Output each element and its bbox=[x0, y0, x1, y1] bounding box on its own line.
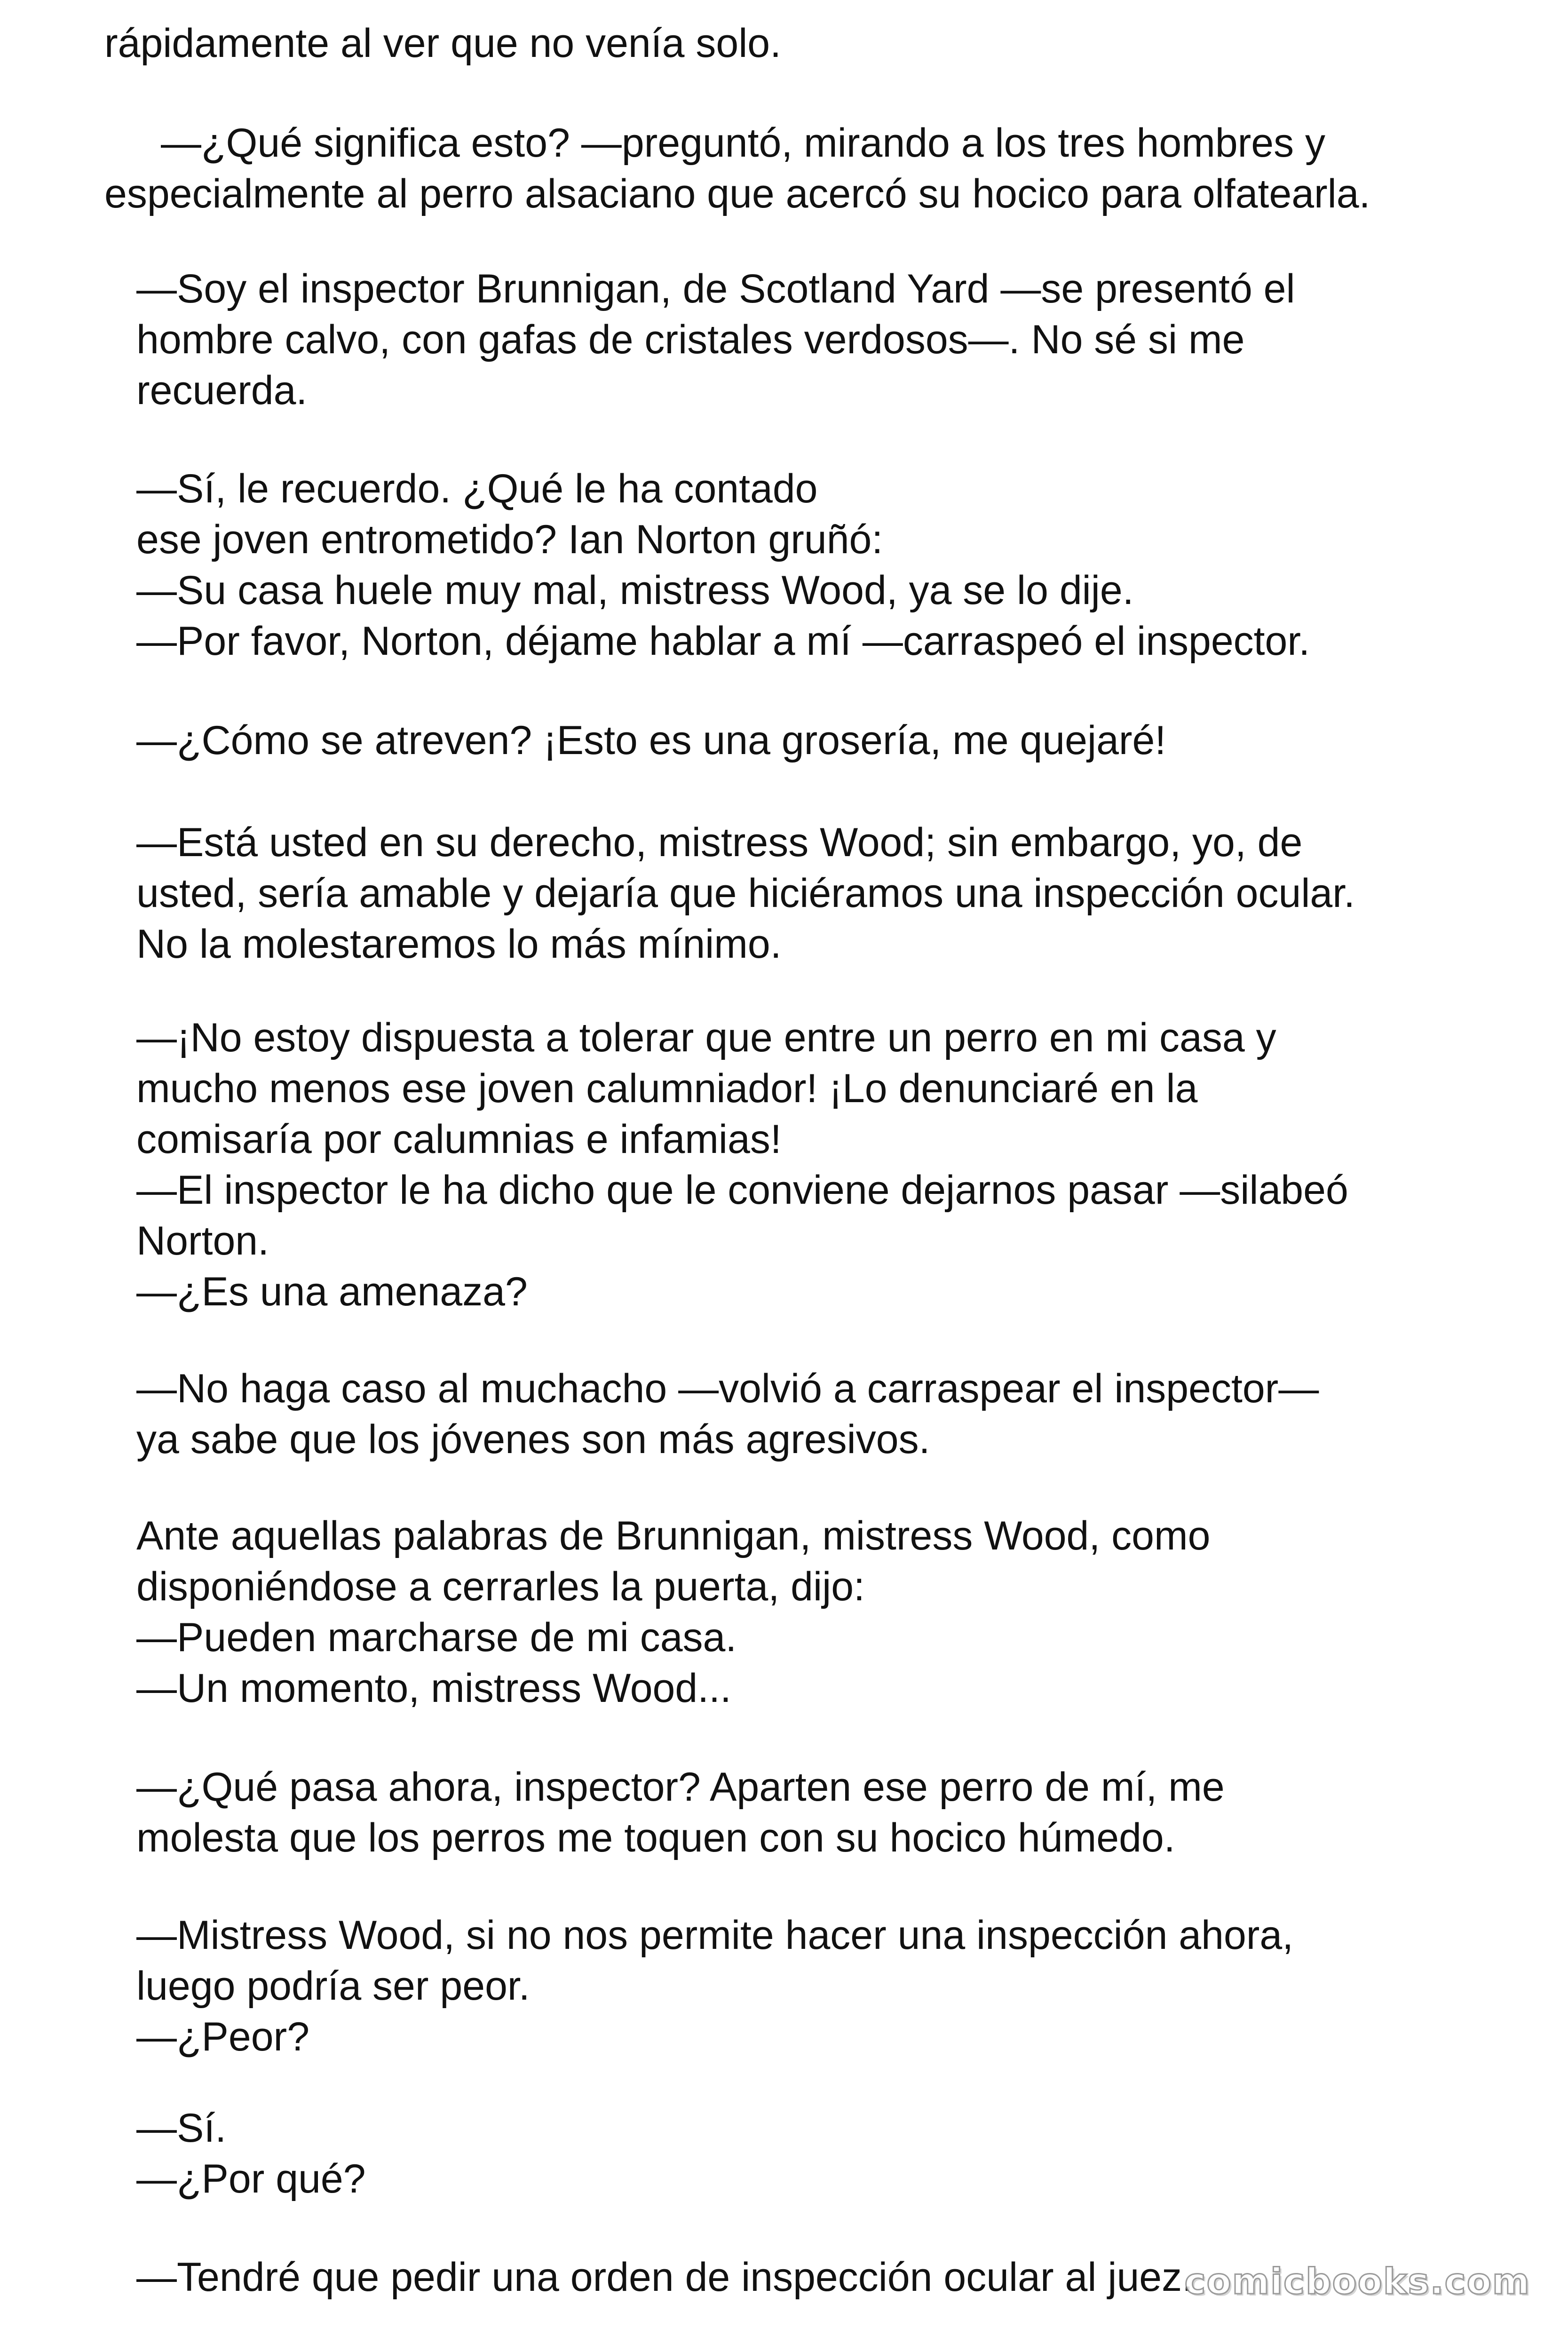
text-line: rápidamente al ver que no venía solo. bbox=[104, 21, 782, 66]
text-line: —Su casa huele muy mal, mistress Wood, ya se lo dije. bbox=[136, 568, 1134, 613]
paragraph bbox=[136, 715, 1453, 766]
text-line: —No haga caso al muchacho —volvió a carraspear el inspector— bbox=[136, 1366, 1319, 1411]
text-line: molesta que los perros me toquen con su hocico húmedo. bbox=[136, 1815, 1175, 1860]
text-line: disponiéndose a cerrarles la puerta, dijo: bbox=[136, 1564, 865, 1609]
text-line: —Tendré que pedir una orden de inspección ocular al juez. bbox=[136, 2255, 1194, 2300]
text-line: —¡No estoy dispuesta a tolerar que entre un perro en mi casa y bbox=[136, 1015, 1276, 1060]
text-line: —¿Qué pasa ahora, inspector? Aparten ese perro de mí, me bbox=[136, 1764, 1225, 1810]
text-line: —¿Peor? bbox=[136, 2014, 310, 2059]
paragraph bbox=[136, 263, 1453, 416]
text-line: recuerda. bbox=[136, 368, 308, 413]
text-line: —Está usted en su derecho, mistress Wood; sin embargo, yo, de bbox=[136, 820, 1303, 865]
paragraph bbox=[136, 817, 1453, 969]
text-line: —¿Por qué? bbox=[136, 2156, 366, 2201]
text-line: —Sí. bbox=[136, 2106, 227, 2151]
text-line: —¿Es una amenaza? bbox=[136, 1269, 528, 1314]
text-line: Norton. bbox=[136, 1218, 269, 1263]
paragraph bbox=[104, 18, 1453, 69]
text-line: mucho menos ese joven calumniador! ¡Lo denunciaré en la bbox=[136, 1066, 1198, 1111]
text-line: —El inspector le ha dicho que le conviene dejarnos pasar —silabeó bbox=[136, 1168, 1348, 1213]
paragraph bbox=[104, 118, 1453, 219]
text-line: Ante aquellas palabras de Brunnigan, mistress Wood, como bbox=[136, 1513, 1211, 1558]
paragraph bbox=[136, 1012, 1453, 1317]
text-line: —Mistress Wood, si no nos permite hacer una inspección ahora, bbox=[136, 1913, 1294, 1958]
text-line: —Soy el inspector Brunnigan, de Scotland Yard —se presentó el bbox=[136, 266, 1295, 311]
paragraph bbox=[136, 1762, 1453, 1863]
text-line: —Un momento, mistress Wood... bbox=[136, 1666, 731, 1711]
text-line: —¿Qué significa esto? —preguntó, mirando a los tres hombres y bbox=[161, 120, 1326, 166]
text-line: —Pueden marcharse de mi casa. bbox=[136, 1615, 737, 1660]
text-line: —Por favor, Norton, déjame hablar a mí —carraspeó el inspector. bbox=[136, 619, 1310, 664]
text-line: especialmente al perro alsaciano que acercó su hocico para olfatearla. bbox=[104, 171, 1370, 216]
text-line: hombre calvo, con gafas de cristales verdosos—. No sé si me bbox=[136, 317, 1245, 362]
watermark-logo: comicbooks.com bbox=[1184, 2260, 1530, 2302]
text-line: usted, sería amable y dejaría que hiciéramos una inspección ocular. bbox=[136, 871, 1355, 916]
text-line: No la molestaremos lo más mínimo. bbox=[136, 922, 782, 967]
paragraph bbox=[136, 1363, 1453, 1465]
text-line: ya sabe que los jóvenes son más agresivos. bbox=[136, 1417, 930, 1462]
text-line: —Sí, le recuerdo. ¿Qué le ha contado bbox=[136, 466, 818, 511]
paragraph bbox=[136, 1510, 1453, 1714]
paragraph bbox=[136, 2103, 1453, 2204]
text-line: ese joven entrometido? Ian Norton gruñó: bbox=[136, 517, 883, 562]
paragraph bbox=[136, 463, 1453, 667]
text-line: —¿Cómo se atreven? ¡Esto es una grosería, me quejaré! bbox=[136, 718, 1166, 763]
paragraph bbox=[136, 1910, 1453, 2062]
text-line: comisaría por calumnias e infamias! bbox=[136, 1117, 782, 1162]
text-line: luego podría ser peor. bbox=[136, 1963, 530, 2009]
